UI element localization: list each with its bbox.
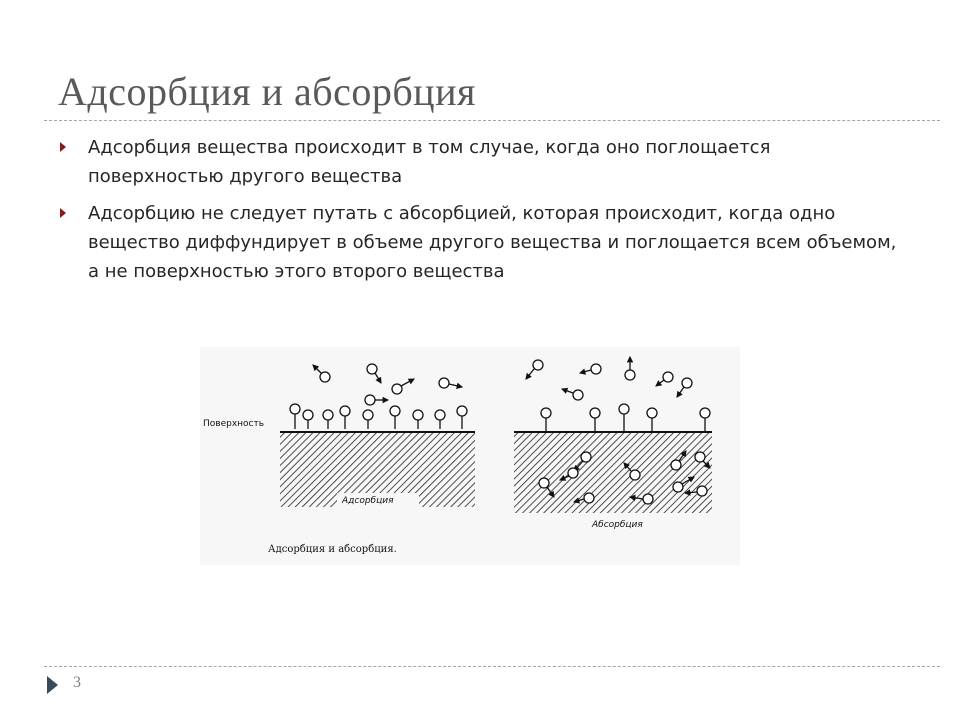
absorbent-block bbox=[514, 433, 712, 513]
bullet-item bbox=[60, 133, 910, 191]
adsorption-label: Адсорбция bbox=[342, 496, 394, 506]
bullet-item bbox=[60, 199, 910, 286]
figure-caption: Адсорбция и абсорбция. bbox=[268, 544, 397, 555]
surface-label: Поверхность bbox=[203, 419, 265, 429]
bullet-list bbox=[60, 133, 910, 294]
page-number: 3 bbox=[73, 674, 81, 691]
adsorption-absorption-figure bbox=[200, 347, 740, 565]
bullet-arrow-icon bbox=[60, 142, 66, 152]
slide-title: Адсорбция и абсорбция bbox=[58, 69, 476, 114]
bullet-text: Адсорбцию не следует путать с абсорбцией, которая происходит, когда одно вещество диффундирует в объеме другого вещества и поглощается всем объемом, а не поверхностью этого второго вещества bbox=[88, 203, 897, 282]
footer-divider bbox=[44, 666, 940, 667]
bullet-arrow-icon bbox=[60, 208, 66, 218]
absorption-label: Абсорбция bbox=[592, 520, 643, 530]
footer-arrow-icon bbox=[47, 676, 58, 694]
title-divider bbox=[44, 120, 940, 121]
figure-drawing bbox=[200, 347, 740, 565]
bullet-text: Адсорбция вещества происходит в том случае, когда оно поглощается поверхностью другого вещества bbox=[88, 137, 771, 187]
